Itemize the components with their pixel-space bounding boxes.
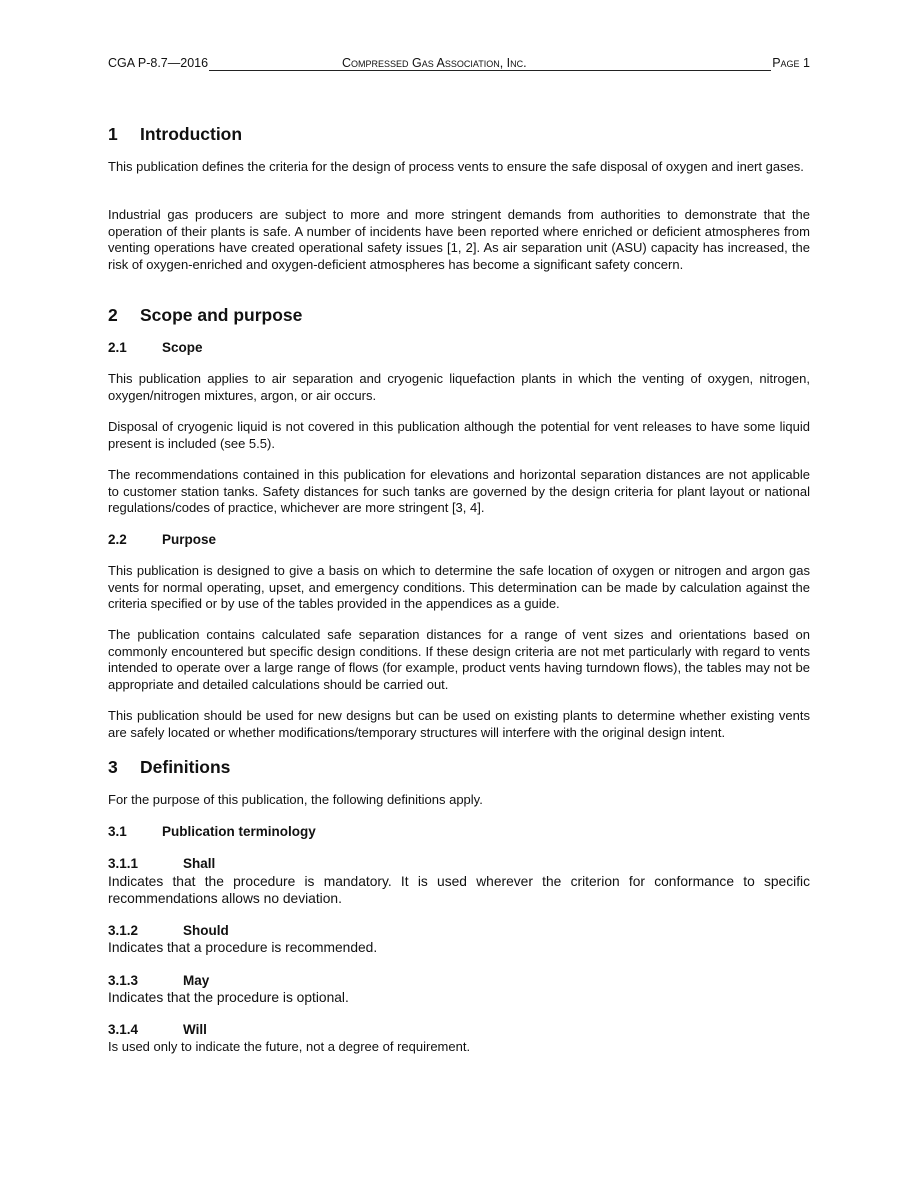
paragraph: For the purpose of this publication, the following definitions apply. — [108, 792, 483, 807]
definition-heading-shall — [108, 855, 810, 872]
running-header — [108, 55, 810, 71]
paragraph: This publication applies to air separation and cryogenic liquefaction plants in which the venting of oxygen, nitrogen, oxygen/nitrogen mixtures, argon, or air occurs. — [108, 371, 810, 403]
subsection-title: Publication terminology — [162, 824, 316, 839]
section-number: 2 — [108, 305, 118, 325]
header-organization: Compressed Gas Association, Inc. — [342, 56, 527, 70]
section-number: 3 — [108, 757, 118, 777]
definition-heading-should — [108, 922, 810, 939]
subsection-number: 2.2 — [108, 532, 127, 547]
definition-term: May — [183, 973, 210, 988]
paragraph: This publication defines the criteria for the design of process vents to ensure the safe disposal of oxygen and inert gases. — [108, 159, 804, 174]
definition-number: 3.1.1 — [108, 856, 139, 871]
heading-section-3 — [108, 756, 810, 778]
definition-heading-may — [108, 972, 810, 989]
section-title: Scope and purpose — [140, 305, 303, 325]
heading-section-2 — [108, 304, 810, 326]
definition-number: 3.1.4 — [108, 1022, 139, 1037]
definition-text: Indicates that a procedure is recommended. — [108, 940, 378, 955]
definition-term: Shall — [183, 856, 216, 871]
heading-section-1 — [108, 123, 810, 145]
header-document-id: CGA P-8.7—2016 — [108, 56, 209, 70]
subsection-number: 3.1 — [108, 824, 127, 839]
section-number: 1 — [108, 124, 118, 144]
paragraph: The recommendations contained in this publication for elevations and horizontal separation distances are not applicable to customer station tanks. Safety distances for such tanks are governed by the design criteria for plant layout or national regulations/codes of practice, whichever are more stringent [3, 4]. — [108, 467, 810, 515]
definition-number: 3.1.3 — [108, 973, 139, 988]
paragraph: This publication should be used for new designs but can be used on existing plants to determine whether existing vents are safely located or whether modifications/temporary structures will interfere with the original design intent. — [108, 708, 810, 740]
paragraph: The publication contains calculated safe separation distances for a range of vent sizes and orientations based on commonly encountered but specific design conditions. If these design criteria are not met particularly with regard to vents intended to operate over a large range of flows (for example, product vents having turndown flows), the tables may not be appropriate and detailed calculations should be carried out. — [108, 627, 810, 692]
section-title: Introduction — [140, 124, 243, 144]
header-page-number: Page 1 — [772, 56, 810, 70]
paragraph: Industrial gas producers are subject to more and more stringent demands from authorities to demonstrate that the operation of their plants is safe. A number of incidents have been reported where enriched or deficient atmospheres from venting operations have created operational safety issues [1, 2]. As air separation unit (ASU) capacity has increased, the risk of oxygen-enriched and oxygen-deficient atmospheres has become a significant safety concern. — [108, 207, 810, 272]
paragraph: This publication is designed to give a basis on which to determine the safe location of oxygen or nitrogen and argon gas vents for normal operating, upset, and emergency conditions. This determination can be made by calculation against the criteria specified or by use of the tables provided in the appendices as a guide. — [108, 563, 810, 611]
definition-term: Will — [183, 1022, 207, 1037]
subsection-number: 2.1 — [108, 340, 127, 355]
heading-subsection-3-1 — [108, 823, 810, 841]
subsection-title: Scope — [162, 340, 203, 355]
definition-heading-will — [108, 1021, 810, 1038]
section-title: Definitions — [140, 757, 231, 777]
subsection-title: Purpose — [162, 532, 217, 547]
definition-text: Indicates that the procedure is mandatory. It is used wherever the criterion for conformance to specific recommendations allows no deviation. — [108, 874, 810, 906]
heading-subsection-2-2 — [108, 531, 810, 549]
definition-number: 3.1.2 — [108, 923, 139, 938]
heading-subsection-2-1 — [108, 339, 810, 357]
paragraph: Disposal of cryogenic liquid is not covered in this publication although the potential for vent releases to have some liquid present is included (see 5.5). — [108, 419, 810, 451]
definition-text: Is used only to indicate the future, not a degree of requirement. — [108, 1039, 471, 1054]
definition-term: Should — [183, 923, 229, 938]
definition-text: Indicates that the procedure is optional. — [108, 990, 349, 1005]
